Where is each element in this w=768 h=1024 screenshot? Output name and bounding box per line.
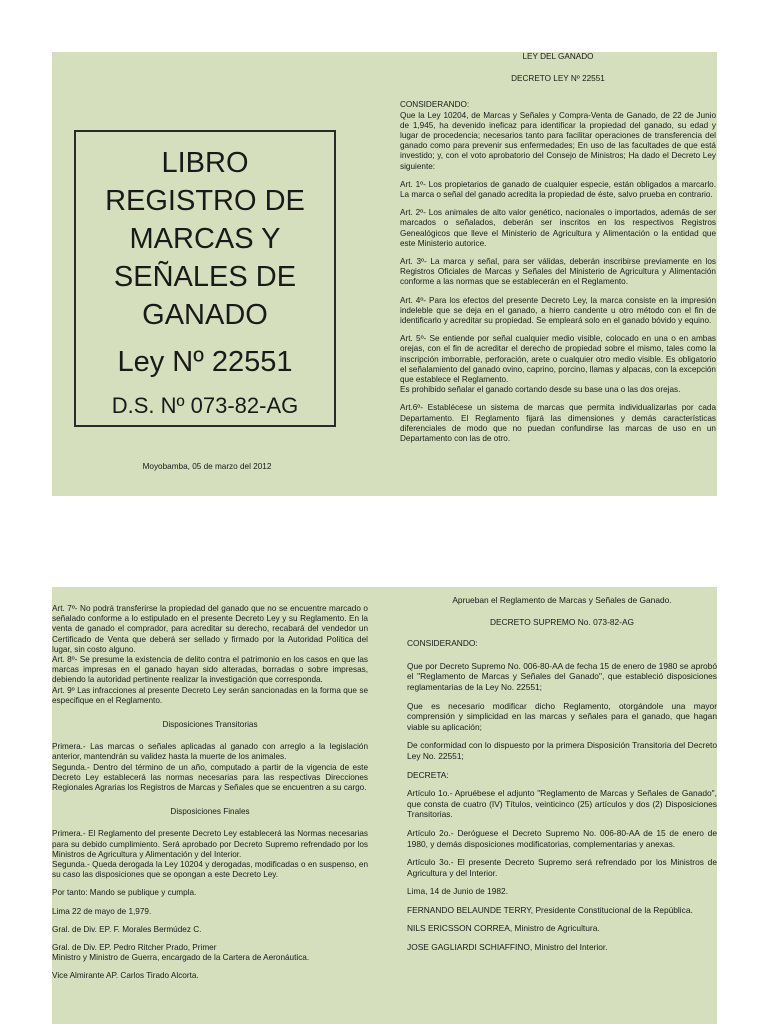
signature-line: Ministro y Ministro de Guerra, encargado de la Cartera de Aeronáutica. [52,953,310,963]
law-article: Art. 2º- Los animales de alto valor genético, nacionales o importados, además de ser marcados o señalados, deberán ser inscritos en los respectivos Registros Genealógicos que lleve el Ministerio de Agricultura y Alimentación o la entidad que este Ministerio autorice. [400,208,716,248]
decree-article: Artículo 3o.- El presente Decreto Supremo será refrendado por los Ministros de Agricultura y del Interior. [407,857,717,878]
law-article: Art. 5º- Se entiende por señal cualquier medio visible, colocado en una o en ambas orejas, con el fin de acreditar el derecho de propiedad sobre el mismo, tales como la inscripción imborrable, perforación, arete o cualquier otro medio visible. Es obligatorio el señalamiento del ganado ovino, caprino, porcino, llamas y alpacas, con la excepción que establece el Reglamento. Es prohibido señalar el ganado cortando desde su base una o las dos orejas. [400,334,716,395]
signature: Vice Almirante AP. Carlos Tirado Alcorta. [52,971,199,981]
signature-line: Gral. de Div. EP. Pedro Ritcher Prado, Primer [52,943,217,953]
promulgation-date: Lima 22 de mayo de 1,979. [52,906,152,916]
transitory-provisions-title: Disposiciones Transitorias [162,720,258,730]
signature: JOSE GAGLIARDI SCHIAFFINO, Ministro del Interior. [407,942,608,953]
transitory-provision: Segunda.- Dentro del término de un año, computado a partir de la vigencia de este Decreto Ley establecerá las normas necesarias para las respectivas Direcciones Regionales Agrarias los Registros de Marcas y Señales que se encuentren a su cargo. [52,762,368,793]
law-continuation-column [52,604,368,990]
cover-title-line: SEÑALES DE [113,261,297,293]
decree-title: Aprueban el Reglamento de Marcas y Señales de Ganado. [452,595,672,605]
law-article: Art. 9º Las infracciones al presente Decreto Ley serán sancionadas en la forma que se especifique en el Reglamento. [52,685,368,705]
considerando-label: CONSIDERANDO: [407,638,478,649]
considerando-label: CONSIDERANDO: [400,100,470,110]
law-heading: LEY DEL GANADO [522,52,594,61]
law-article: Art. 1º- Los propietarios de ganado de cualquier especie, están obligados a marcarlo. La marca o señal del ganado acredita la propiedad de éste, salvo prueba en contrario. [400,179,716,200]
cover-title-line: MARCAS Y [129,223,281,255]
signature: FERNANDO BELAUNDE TERRY, Presidente Constitucional de la República. [407,904,693,915]
law-article: Art.6º- Establécese un sistema de marcas que permita individualizarlas por cada Departamento. El Reglamento fijará las dimensiones y demás características diferenciales de modo que no puedan confundirse las marcas de uso en un Departamento con las de otro. [400,403,716,444]
cover-title-line: REGISTRO DE [105,185,305,217]
considerando-paragraph: De conformidad con lo dispuesto por la primera Disposición Transitoria del Decreto Ley No. 22551; [407,740,717,761]
signature: Gral. de Div. EP. F. Morales Bermúdez C. [52,924,202,934]
decree-heading: DECRETO LEY Nº 22551 [511,74,605,84]
cover-law-number: Ley Nº 22551 [117,346,293,378]
considerando-text: Que la Ley 10204, de Marcas y Señales y Compra-Venta de Ganado, de 22 de Junio de 1,945, ha devenido ineficaz para identificar la propiedad del ganado, su edad y lugar de procedencia; necesarios tanto para facilitar operaciones de transferencia del ganado como para prevenir sus enfermedades; En uso de las facultades de que está investido; y, con el voto aprobatorio del Consejo de Ministros; Ha dado el Decreto Ley siguiente: [400,110,716,171]
second-page-panel [52,587,717,1024]
cover-page-panel [52,52,717,496]
cover-place-date: Moyobamba, 05 de marzo del 2012 [142,462,272,471]
final-provision: Primera.- El Reglamento del presente Decreto Ley establecerá las Normas necesarias para su debido cumplimiento. Será aprobado por Decreto Supremo refrendado por los Ministros de Agricultura y Alimentación y del Interior. [52,829,368,859]
decree-date: Lima, 14 de Junio de 1982. [407,886,509,897]
final-provision: Segunda.- Queda derogada la Ley 10204 y derogadas, modificadas o en suspenso, en su caso las disposiciones que se opongan a este Decreto Ley. [52,860,368,880]
decree-article: Artículo 1o.- Apruébese el adjunto "Reglamento de Marcas y Señales de Ganado", que consta de cuatro (IV) Títulos, veinticinco (25) artículos y dos (2) Disposiciones Transitorias. [407,788,717,820]
considerando-paragraph: Que es necesario modificar dicho Reglamento, otorgándole una mayor comprensión y simplicidad en las marcas y señales para el ganado, que hagan viable su aplicación; [407,700,717,732]
cover-title-box [74,130,336,427]
cover-title-line: LIBRO [161,147,249,179]
cover-title-line: GANADO [142,299,268,331]
decree-article: Artículo 2o.- Deróguese el Decreto Supremo No. 006-80-AA de 15 de enero de 1980, y demás disposiciones modificatorias, complementarias y anexas. [407,827,717,849]
considerando-paragraph: Que por Decreto Supremo No. 006-80-AA de fecha 15 de enero de 1980 se aprobó el "Reglamento de Marcas y Señales del Ganado", que estableció disposiciones reglamentarias de la Ley No. 22551; [407,660,717,692]
law-article: Art. 4º- Para los efectos del presente Decreto Ley, la marca consiste en la impresión indeleble que se deja en el ganado, a hierro candente u otro método con el fin de identificarlo y acreditar su propiedad. Se empleará solo en el ganado bóvido y equino. [400,295,716,326]
supreme-decree-column [407,595,717,961]
law-text-column [400,52,716,452]
decree-number: DECRETO SUPREMO No. 073-82-AG [489,616,635,627]
promulgation-text: Por tanto: Mando se publique y cumpla. [52,888,197,898]
cover-title [76,144,334,334]
law-article: Art. 8º- Se presume la existencia de delito contra el patrimonio en los casos en que las marcas impresas en el ganado hayan sido alteradas, borradas o sobre impresas, debiendo la autoridad pertinente realizar la investigación que corresponda. [52,655,368,685]
cover-ds-number: D.S. Nº 073-82-AG [111,393,299,418]
transitory-provision: Primera.- Las marcas o señales aplicadas al ganado con arreglo a la legislación anterior, mantendrán su validez hasta la muerte de los animales. [52,742,368,762]
final-provisions-title: Disposiciones Finales [170,807,250,817]
law-article: Art. 3º- La marca y señal, para ser válidas, deberán inscribirse previamente en los Registros Oficiales de Marcas y Señales del Ministerio de Agricultura y Alimentación conforme a las normas que se establecerán en el Reglamento. [400,257,716,287]
decreta-label: DECRETA: [407,769,449,780]
signature [52,943,368,963]
law-article: Art. 7º- No podrá transferirse la propiedad del ganado que no se encuentre marcado o señalado conforme a lo estipulado en el presente Decreto Ley y su Reglamento. En la venta de ganado el comprador, para acreditar su derecho, recabará del vendedor un Certificado de Venta que deberá ser sellado y firmado por la Autoridad Política del lugar, sin costo alguno. [52,604,368,654]
signature: NILS ERICSSON CORREA, Ministro de Agricultura. [407,923,600,934]
